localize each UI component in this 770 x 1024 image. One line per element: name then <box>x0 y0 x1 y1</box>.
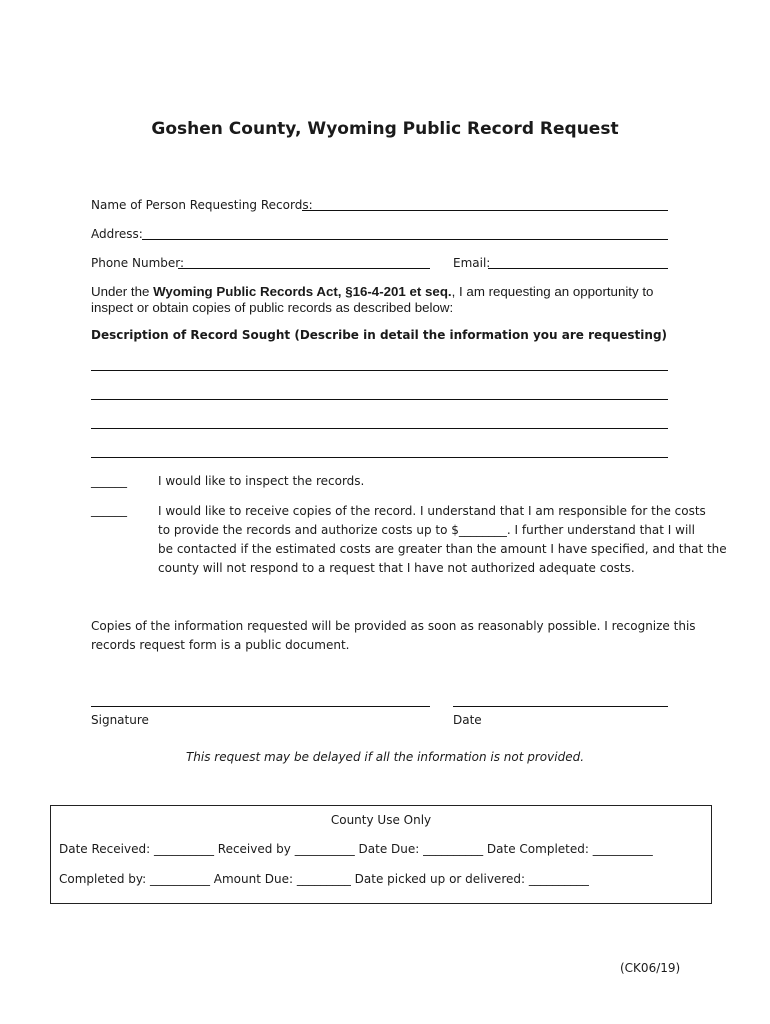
address-field[interactable] <box>142 239 668 240</box>
date-field[interactable] <box>453 706 668 707</box>
copies-checkbox-blank[interactable]: ______ <box>91 503 127 517</box>
name-label: Name of Person Requesting Records: <box>91 198 313 212</box>
county-use-heading: County Use Only <box>330 813 432 827</box>
description-line-1[interactable] <box>91 370 668 371</box>
inspect-option-label: I would like to inspect the records. <box>158 474 365 488</box>
copies-option-line: I would like to receive copies of the record. I understand that I am responsible for the costs <box>158 504 706 518</box>
inspect-checkbox-blank[interactable]: ______ <box>91 474 127 488</box>
copies-option-line: county will not respond to a request that I have not authorized adequate costs. <box>158 561 635 575</box>
copies-notice <box>91 617 696 655</box>
email-field[interactable] <box>488 268 668 269</box>
phone-label: Phone Number: <box>91 256 185 270</box>
description-line-3[interactable] <box>91 428 668 429</box>
county-use-row-2: Completed by: __________ Amount Due: _________ Date picked up or delivered: __________ <box>59 872 589 886</box>
description-heading: Description of Record Sought (Describe in detail the information you are requesting) <box>91 328 668 342</box>
delay-notice: This request may be delayed if all the information is not provided. <box>185 750 585 764</box>
copies-notice-line: records request form is a public document. <box>91 638 350 652</box>
page-title: Goshen County, Wyoming Public Record Request <box>151 119 619 139</box>
copies-option-line: to provide the records and authorize costs up to $________. I further understand that I will <box>158 523 695 537</box>
copies-option-line: be contacted if the estimated costs are greater than the amount I have specified, and that the <box>158 542 727 556</box>
copies-option-text <box>158 502 727 578</box>
date-label: Date <box>453 713 482 727</box>
copies-notice-line: Copies of the information requested will be provided as soon as reasonably possible. I recognize this <box>91 619 696 633</box>
address-label: Address: <box>91 227 143 241</box>
signature-label: Signature <box>91 713 149 727</box>
county-use-box <box>50 805 712 904</box>
intro-line-1 <box>91 284 653 299</box>
county-use-row-1: Date Received: __________ Received by __________ Date Due: __________ Date Completed: __________ <box>59 842 653 856</box>
intro-line-2: inspect or obtain copies of public records as described below: <box>91 300 454 315</box>
form-code: (CK06/19) <box>620 961 681 975</box>
name-field[interactable] <box>302 210 668 211</box>
signature-field[interactable] <box>91 706 430 707</box>
intro-prefix: Under the <box>91 284 154 299</box>
description-line-4[interactable] <box>91 457 668 458</box>
phone-field[interactable] <box>178 268 430 269</box>
email-label: Email: <box>453 256 491 270</box>
intro-suffix: , I am requesting an opportunity to <box>451 284 654 299</box>
intro-act: Wyoming Public Records Act, §16-4-201 et seq. <box>153 284 452 299</box>
description-line-2[interactable] <box>91 399 668 400</box>
